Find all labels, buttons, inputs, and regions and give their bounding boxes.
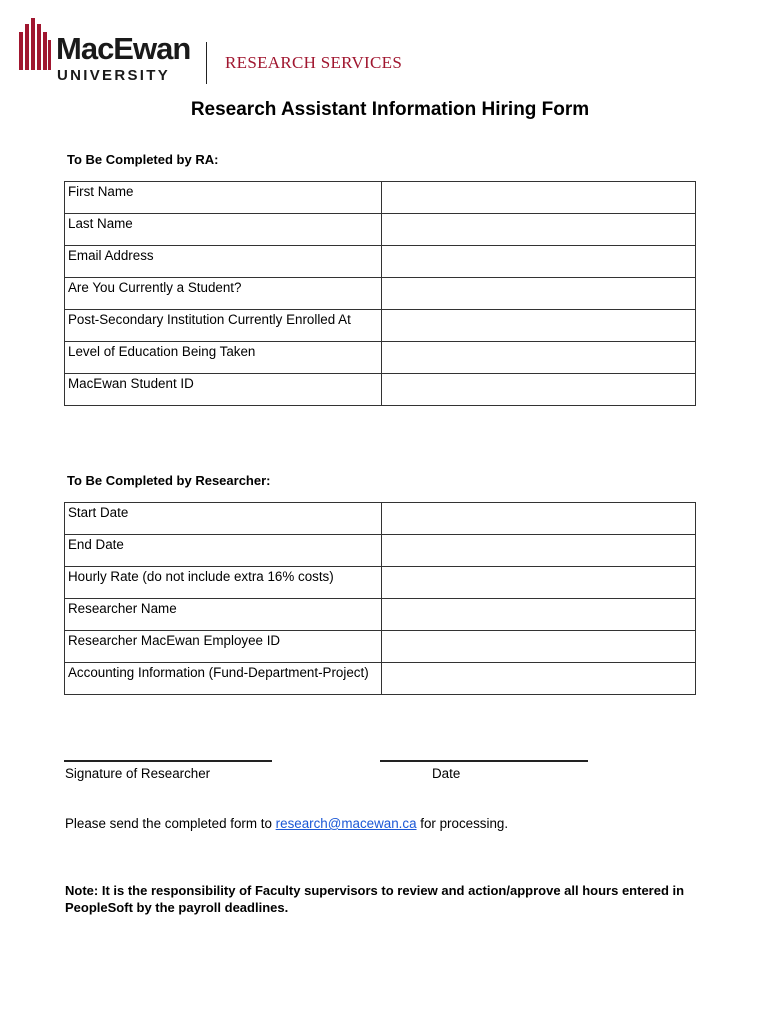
ra-field-value[interactable] [382,374,696,406]
researcher-field-value[interactable] [382,535,696,567]
date-line[interactable] [380,760,588,762]
researcher-field-value[interactable] [382,503,696,535]
researcher-field-label: Researcher Name [65,599,382,631]
ra-form-table [64,181,696,406]
send-suffix: for processing. [416,816,509,831]
ra-field-value[interactable] [382,342,696,374]
ra-field-label: Last Name [65,214,382,246]
ra-field-label: First Name [65,182,382,214]
researcher-row [65,599,696,631]
researcher-row [65,631,696,663]
ra-row [65,342,696,374]
ra-section-label: To Be Completed by RA: [67,152,219,167]
ra-field-label: Level of Education Being Taken [65,342,382,374]
ra-field-value[interactable] [382,246,696,278]
researcher-field-label: End Date [65,535,382,567]
signature-line[interactable] [64,760,272,762]
ra-row [65,374,696,406]
header [18,18,718,88]
researcher-row [65,663,696,695]
ra-row [65,214,696,246]
researcher-form-table [64,502,696,695]
note-text: Note: It is the responsibility of Faculty supervisors to review and action/approve all hours entered in PeopleSoft by the payroll deadlines. [65,883,685,915]
macewan-logo-icon [18,18,52,72]
researcher-field-value[interactable] [382,599,696,631]
logo-university: UNIVERSITY [57,67,171,84]
researcher-row [65,503,696,535]
researcher-row [65,535,696,567]
ra-field-label: Are You Currently a Student? [65,278,382,310]
researcher-field-value[interactable] [382,631,696,663]
signature-label: Signature of Researcher [65,766,211,781]
logo-wordmark: MacEwan [56,31,191,66]
researcher-field-label: Accounting Information (Fund-Department-Project) [65,663,382,695]
researcher-field-label: Start Date [65,503,382,535]
ra-row [65,310,696,342]
send-prefix: Please send the completed form to [65,816,276,831]
ra-field-value[interactable] [382,310,696,342]
ra-field-value[interactable] [382,278,696,310]
send-instructions [65,816,508,831]
researcher-section-label: To Be Completed by Researcher: [67,473,271,488]
researcher-row [65,567,696,599]
page-title: Research Assistant Information Hiring Form [190,99,590,120]
researcher-field-value[interactable] [382,567,696,599]
researcher-field-label: Hourly Rate (do not include extra 16% costs) [65,567,382,599]
department-name: RESEARCH SERVICES [225,53,403,72]
ra-field-value[interactable] [382,214,696,246]
ra-row [65,278,696,310]
ra-field-value[interactable] [382,182,696,214]
ra-field-label: Email Address [65,246,382,278]
ra-field-label: Post-Secondary Institution Currently Enrolled At [65,310,382,342]
ra-row [65,182,696,214]
email-link[interactable]: research@macewan.ca [275,816,417,831]
ra-row [65,246,696,278]
researcher-field-label: Researcher MacEwan Employee ID [65,631,382,663]
header-divider [206,42,207,84]
researcher-field-value[interactable] [382,663,696,695]
date-label: Date [432,766,461,781]
ra-field-label: MacEwan Student ID [65,374,382,406]
